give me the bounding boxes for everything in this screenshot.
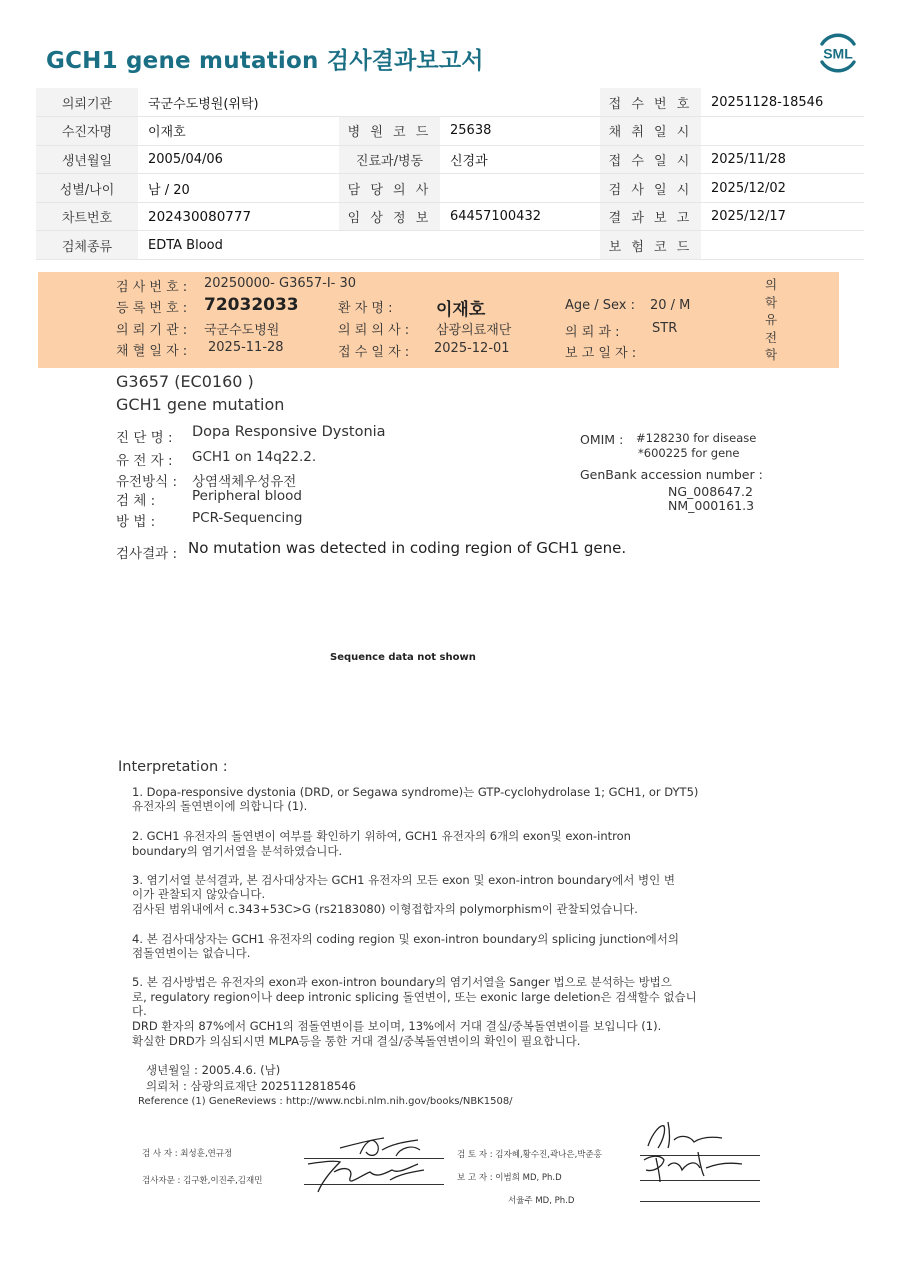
page-title: GCH1 gene mutation 검사결과보고서 — [46, 48, 484, 74]
patient-info-table — [36, 88, 864, 260]
patient-name: 이재호 — [436, 300, 486, 320]
test-no-label: 검 사 번 호 : — [116, 280, 188, 295]
info-value: 이재호 — [138, 117, 339, 146]
info-label: 진료과/병동 — [339, 145, 440, 174]
info-value: 남 / 20 — [138, 174, 339, 203]
interp-line: 다. — [132, 1004, 147, 1018]
info-empty — [339, 88, 440, 117]
req-inst-label: 의 뢰 기 관 : — [116, 323, 188, 338]
method: PCR-Sequencing — [192, 510, 303, 526]
test-name: GCH1 gene mutation — [116, 395, 285, 414]
specimen-label: 검 체 : — [116, 493, 156, 509]
info-label: 결 과 보 고 — [600, 202, 701, 231]
advisor: 검사자문 : 김구환,이진주,김재민 — [142, 1176, 263, 1186]
info-label: 검체종류 — [36, 231, 138, 260]
age-sex-label: Age / Sex : — [565, 298, 636, 313]
reg-no: 72032033 — [204, 295, 299, 315]
side-vertical-text — [763, 276, 779, 364]
reporter: 보 고 자 : 이범희 MD, Ph.D — [457, 1173, 562, 1183]
info-value: 64457100432 — [440, 202, 600, 231]
reviewer-signature — [638, 1112, 768, 1188]
lab-header-band — [38, 272, 839, 368]
interp-line: 1. Dopa-responsive dystonia (DRD, or Segawa syndrome)는 GTP-cyclohydrolase 1; GCH1, or DYT5) — [132, 785, 699, 799]
side-char: 학 — [764, 294, 778, 310]
interp-line: 확실한 DRD가 의심되시면 MLPA등을 통한 거대 결실/중복돌연변이의 확인이 필요합니다. — [132, 1034, 581, 1048]
interp-line: 3. 염기서열 분석결과, 본 검사대상자는 GCH1 유전자의 모든 exon 및 exon-intron boundary에서 병인 변 — [132, 873, 676, 887]
gene: GCH1 on 14q22.2. — [192, 449, 317, 465]
interpretation-heading: Interpretation : — [118, 759, 228, 775]
info-value — [701, 117, 864, 146]
receive-label: 접 수 일 자 : — [338, 345, 410, 360]
info-value: 2005/04/06 — [138, 145, 339, 174]
interp-line: 5. 본 검사방법은 유전자의 exon과 exon-intron boundary의 염기서열을 Sanger 법으로 분석하는 방법으 — [132, 975, 672, 989]
birth-date: 생년월일 : 2005.4.6. (남) — [146, 1063, 281, 1077]
info-value — [440, 174, 600, 203]
sequence-note: Sequence data not shown — [330, 652, 476, 663]
info-empty — [339, 231, 440, 260]
genbank-nm: NM_000161.3 — [668, 498, 755, 513]
interp-line: 점돌연변이는 없습니다. — [132, 946, 251, 960]
info-value: 20251128-18546 — [701, 88, 864, 117]
info-value: 25638 — [440, 117, 600, 146]
info-value: 202430080777 — [138, 202, 339, 231]
logo-text: SML — [823, 45, 853, 62]
signature-line — [640, 1201, 760, 1202]
examiner: 검 사 자 : 최성훈,연규정 — [142, 1149, 233, 1159]
info-label: 병 원 코 드 — [339, 117, 440, 146]
info-label: 채 취 일 시 — [600, 117, 701, 146]
info-label: 성별/나이 — [36, 174, 138, 203]
info-row — [36, 117, 864, 146]
info-empty — [440, 88, 600, 117]
gene-label: 유 전 자 : — [116, 453, 173, 469]
genbank-label: GenBank accession number : — [580, 467, 763, 482]
inheritance: 상염색체우성유전 — [192, 474, 297, 490]
patient-label: 환 자 명 : — [338, 301, 393, 316]
omim-gene: *600225 for gene — [638, 446, 740, 460]
inherit-label: 유전방식 : — [116, 474, 178, 490]
age-sex: 20 / M — [650, 298, 691, 313]
req-doc-label: 의 뢰 의 사 : — [338, 323, 410, 338]
interp-line: DRD 환자의 87%에서 GCH1의 점돌연변이를 보이며, 13%에서 거대 결실/중복돌연변이를 보입니다 (1). — [132, 1019, 662, 1033]
specimen: Peripheral blood — [192, 488, 302, 504]
info-label: 담 당 의 사 — [339, 174, 440, 203]
info-label: 차트번호 — [36, 202, 138, 231]
req-inst: 국군수도병원 — [204, 323, 280, 338]
side-char: 유 — [764, 312, 778, 327]
req-dept-label: 의 뢰 과 : — [565, 325, 620, 340]
info-label: 보 험 코 드 — [600, 231, 701, 260]
info-value — [701, 231, 864, 260]
sml-logo — [814, 30, 862, 76]
info-row — [36, 231, 864, 260]
method-label: 방 법 : — [116, 514, 156, 530]
side-char: 전 — [764, 329, 778, 345]
result-label: 검사결과 : — [116, 546, 178, 562]
info-value: 국군수도병원(위탁) — [138, 88, 339, 117]
info-label: 접 수 번 호 — [600, 88, 701, 117]
interp-line: 이가 관찰되지 않았습니다. — [132, 887, 266, 901]
interp-line: 2. GCH1 유전자의 돌연변이 여부를 확인하기 위하여, GCH1 유전자의 6개의 exon및 exon-intron — [132, 829, 631, 843]
info-row — [36, 145, 864, 174]
req-doc: 삼광의료재단 — [436, 323, 512, 338]
omim-disease: #128230 for disease — [636, 431, 757, 445]
reference: Reference (1) GeneReviews : http://www.ncbi.nlm.nih.gov/books/NBK1508/ — [138, 1096, 513, 1107]
info-row — [36, 202, 864, 231]
receive-date: 2025-12-01 — [434, 341, 510, 356]
info-empty — [440, 231, 600, 260]
interp-line: 4. 본 검사대상자는 GCH1 유전자의 coding region 및 exon-intron boundary의 splicing junction에서의 — [132, 932, 679, 946]
side-char: 의 — [764, 277, 778, 292]
side-char: 학 — [764, 347, 778, 362]
interp-line: 검사된 범위내에서 c.343+53C>G (rs2183080) 이형접합자의 polymorphism이 관찰되었습니다. — [132, 902, 638, 916]
test-code: G3657 (EC0160 ) — [116, 372, 254, 391]
genbank-ng: NG_008647.2 — [668, 484, 753, 499]
info-value: 신경과 — [440, 145, 600, 174]
reg-no-label: 등 록 번 호 : — [116, 301, 188, 316]
referrer: 의뢰처 : 삼광의료재단 2025112818546 — [146, 1079, 356, 1093]
info-label: 검 사 일 시 — [600, 174, 701, 203]
interp-line: boundary의 염기서열을 분석하였습니다. — [132, 844, 343, 858]
omim-label: OMIM : — [580, 432, 624, 447]
info-value: EDTA Blood — [138, 231, 339, 260]
reporter-2: 서율주 MD, Ph.D — [508, 1196, 575, 1206]
info-value: 2025/11/28 — [701, 145, 864, 174]
info-label: 생년월일 — [36, 145, 138, 174]
info-label: 임 상 정 보 — [339, 202, 440, 231]
diagnosis: Dopa Responsive Dystonia — [192, 424, 386, 440]
report-label: 보 고 일 자 : — [565, 346, 637, 361]
reviewer: 검 토 자 : 김자혜,황수진,곽나은,박준홍 — [457, 1150, 602, 1160]
interp-line: 로, regulatory region이나 deep intronic splicing 돌연변이, 또는 exonic large deletion은 검색할수 없습니 — [132, 990, 697, 1004]
info-row — [36, 88, 864, 117]
info-value: 2025/12/02 — [701, 174, 864, 203]
test-no: 20250000- G3657-I- 30 — [204, 276, 357, 291]
collect-label: 채 혈 일 자 : — [116, 344, 188, 359]
info-label: 의뢰기관 — [36, 88, 138, 117]
collect-date: 2025-11-28 — [208, 340, 284, 355]
interp-line: 유전자의 돌연변이에 의합니다 (1). — [132, 799, 308, 813]
result-text: No mutation was detected in coding region of GCH1 gene. — [188, 539, 627, 557]
req-dept: STR — [652, 321, 678, 336]
examiner-signature — [300, 1126, 450, 1196]
dx-label: 진 단 명 : — [116, 430, 173, 446]
info-row — [36, 174, 864, 203]
info-label: 접 수 일 시 — [600, 145, 701, 174]
info-value: 2025/12/17 — [701, 202, 864, 231]
info-label: 수진자명 — [36, 117, 138, 146]
